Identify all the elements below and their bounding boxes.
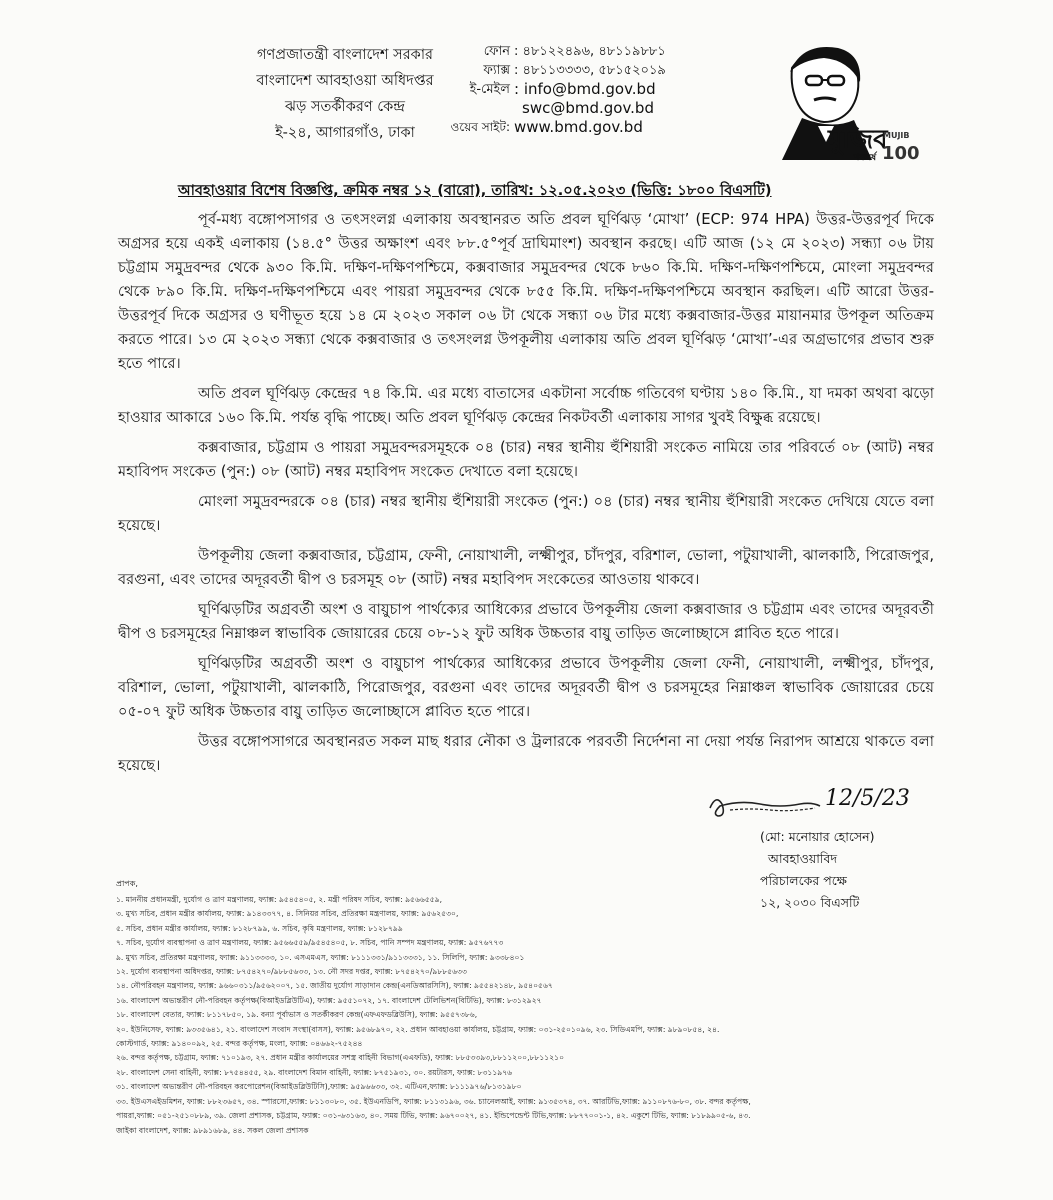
paragraph-5: উপকূলীয় জেলা কক্সবাজার, চট্টগ্রাম, ফেনী, নোয়াখালী, লক্ষ্মীপুর, চাঁদপুর, বরিশাল, ভোলা, পটুয়াখালী, ঝালকাঠি, পিরোজপুর, বরগুনা, এবং তাদের অদূরবর্তী দ্বীপ ও চরসমূহ ০৮ (আট) নম্বর মহাবিপদ সংকেতের আওতায় থাকবে। <box>118 547 934 588</box>
portrait-icon <box>762 38 922 163</box>
bulletin-title: আবহাওয়ার বিশেষ বিজ্ঞপ্তি, ক্রমিক নম্বর ১২ (বারো), তারিখ: ১২.০৫.২০২৩ (ভিত্তি: ১৮০০ বিএসটি) <box>178 183 772 199</box>
distribution-line: ৩১. বাংলাদেশ অভ্যন্তরীণ নৌ-পরিবহন করপোরেশন(বিআইডব্লিউটিসি),ফ্যাক্স: ৯৫৯৬৬৩৩, ৩২. এটিএন,ফ্যাক্স: ৮১১১৯৭৬/৮১৩১৯৮০ <box>116 1082 522 1092</box>
signature-scribble <box>700 786 940 826</box>
website-row <box>422 118 700 137</box>
email-row <box>450 80 700 99</box>
mujib-100-logo <box>762 38 922 163</box>
logo-text-sub: শতবর্ষ <box>854 153 877 163</box>
logo-text-main: মুজিব <box>828 125 888 155</box>
org-line-2: বাংলাদেশ আবহাওয়া অধিদপ্তর <box>256 73 434 89</box>
distribution-line: ১২. দুর্যোগ ব্যবস্থাপনা অধিদপ্তর, ফ্যাক্স: ৮৭৫৪২৭০/৯৮৮৫৬৩৩, ১৩. নৌ সদর দপ্তর, ফ্যাক্স: ৮৭৫৪২৭০/৯৮৮৫৬৩৩ <box>116 967 467 977</box>
org-line-1: গণপ্রজাতন্ত্রী বাংলাদেশ সরকার <box>256 47 433 63</box>
distribution-line: ২৬. বন্দর কর্তৃপক্ষ, চট্টগ্রাম, ফ্যাক্স: ৭১০১৯৩, ২৭. প্রধান মন্ত্রীর কার্যালয়ের সশস্ত্র বাহিনী বিভাগ(এএফডি), ফ্যাক্স: ৮৮৫৩৩৯৩,৮৮১১২০০,৮৮১১২১০ <box>116 1053 565 1063</box>
distribution-line: ১৬. বাংলাদেশ অভ্যন্তরীণ নৌ-পরিবহন কর্তৃপক্ষ(বিআইডব্লিউটিএ), ফ্যাক্স: ৯৫৫১০৭২, ১৭. বাংলাদেশ টেলিভিশন(বিটিভি), ফ্যাক্স: ৮৩১২৯২৭ <box>116 995 542 1005</box>
logo-text-num: 100 <box>882 143 920 163</box>
org-line-4: ই-২৪, আগারগাঁও, ঢাকা <box>275 125 415 141</box>
distribution-line: কোস্টগার্ড, ফ্যাক্স: ৯১৪০০৯২, ২৫. বন্দর কর্তৃপক্ষ, মংলা, ফ্যাক্স: ০৪৬৬২-৭৫২৪৪ <box>116 1039 363 1049</box>
distribution-line: ৫. সচিব, প্রধান মন্ত্রীর কার্যালয়, ফ্যাক্স: ৮১২৮৭৯৯, ৬. সচিব, কৃষি মন্ত্রণালয়, ফ্যাক্স: ৮১২৮৭৯৯ <box>116 923 403 933</box>
distribution-line: ৯. মুখ্য সচিব, প্রতিরক্ষা মন্ত্রণালয়, ফ্যাক্স: ৯১১৩৩৩৩, ১০. এসএমএস, ফ্যাক্স: ৮১১১৩৩১/৯১১৩৩৩১, ১১. সিলিপি, ফ্যাক্স: ৯৩৩৮৪০১ <box>116 952 525 962</box>
paragraph-3: কক্সবাজার, চট্টগ্রাম ও পায়রা সমুদ্রবন্দরসমূহকে ০৪ (চার) নম্বর স্থানীয় হুঁশিয়ারী সংকেত নামিয়ে তার পরিবর্তে ০৮ (আট) নম্বর মহাবিপদ সংকেত (পুন:) ০৮ (আট) নম্বর মহাবিপদ সংকেত দেখাতে বলা হয়েছে। <box>118 439 934 480</box>
signatory-name: (মো: মনোয়ার হোসেন) <box>760 829 875 844</box>
logo-text-en: MUJIB <box>883 131 910 140</box>
distribution-line: ৭. সচিব, দুর্যোগ ব্যবস্থাপনা ও ত্রাণ মন্ত্রণালয়, ফ্যাক্স: ৯৫৬৬৫৫৯/৯৫৪৫৪০৫, ৮. সচিব, পানি সম্পদ মন্ত্রণালয়, ফ্যাক্স: ৯৫৭৬৭৭৩ <box>116 938 504 948</box>
email2-row <box>450 99 700 118</box>
distribution-line: ২৮. বাংলাদেশ সেনা বাহিনী, ফ্যাক্স: ৮৭৫৪৪৫৫, ২৯. বাংলাদেশ বিমান বাহিনী, ফ্যাক্স: ৮৭৫১৯৩১, ৩০. রয়টারস, ফ্যাক্স: ৮৩১১৯৭৬ <box>116 1067 513 1077</box>
signatory-designation: আবহাওয়াবিদ <box>768 851 838 866</box>
org-line-3: ঝড় সতর্কীকরণ কেন্দ্র <box>285 99 405 115</box>
paragraph-1: পূর্ব-মধ্য বঙ্গোপসাগর ও তৎসংলগ্ন এলাকায় অবস্থানরত অতি প্রবল ঘূর্ণিঝড় ‘মোখা’ (ECP: 974 HPA) উত্তর-উত্তরপূর্ব দিকে অগ্রসর হয়ে একই এলাকায় (১৪.৫° উত্তর অক্ষাংশ এবং ৮৮.৫°পূর্ব দ্রাঘিমাংশ) অবস্থান করছে। এটি আজ (১২ মে ২০২৩) সন্ধ্যা ০৬ টায় চট্টগ্রাম সমুদ্রবন্দর থেকে ৯৩০ কি.মি. দক্ষিণ-দক্ষিণপশ্চিমে, কক্সবাজার সমুদ্রবন্দর থেকে ৮৬০ কি.মি. দক্ষিণ-দক্ষিণপশ্চিমে, মোংলা সমুদ্রবন্দর থেকে ৮৯০ কি.মি. দক্ষিণ-দক্ষিণপশ্চিমে এবং পায়রা সমুদ্রবন্দর থেকে ৮৫৫ কি.মি. দক্ষিণ-দক্ষিণপশ্চিমে অবস্থান করছিল। এটি আরো উত্তর-উত্তরপূর্ব দিকে অগ্রসর ও ঘণীভূত হয়ে ১৪ মে ২০২৩ সকাল ০৬ টা থেকে সন্ধ্যা ০৬ টার মধ্যে কক্সবাজার-উত্তর মায়ানমার উপকূল অতিক্রম করতে পারে। ১৩ মে ২০২৩ সন্ধ্যা থেকে কক্সবাজার ও তৎসংলগ্ন উপকূলীয় এলাকায় অতি প্রবল ঘূর্ণিঝড় ‘মোখা’-এর অগ্রভাগের প্রভাব শুরু হতে পারে। <box>118 211 934 372</box>
email-label: ই-মেইল <box>469 82 510 97</box>
distribution-line: ৩. মুখ্য সচিব, প্রধান মন্ত্রীর কার্যালয়, ফ্যাক্স: ৯১৪৩৩৭৭, ৪. সিনিয়র সচিব, প্রতিরক্ষা মন্ত্রণালয়, ফ্যাক্স: ৯৫৬২৫৩০, <box>116 909 459 919</box>
phone-value: : ৪৮১২২৪৯৬, ৪৮১১৯৮৮১ <box>514 44 666 59</box>
issue-time: ১২, ২০৩০ বিএসটি <box>760 895 860 910</box>
distribution-line: জাইকা বাংলাদেশ, ফ্যাক্স: ৯৮৯১৬৮৯, ৪৪. সকল জেলা প্রশাসক <box>116 1125 309 1135</box>
signatory-on-behalf: পরিচালকের পক্ষে <box>760 873 847 888</box>
website-value[interactable]: www.bmd.gov.bd <box>514 118 643 136</box>
fax-value: : ৪৮১১৩৩৩৩, ৫৮১৫২০১৯ <box>514 63 666 78</box>
fax-label: ফ্যাক্স <box>483 63 510 78</box>
website-label: ওয়েব সাইট: <box>450 120 510 134</box>
handwritten-signature-icon <box>700 786 830 826</box>
distribution-line: পায়রা,ফ্যাক্স: ০৫১-২৫১০৮৮৯, ৩৯. জেলা প্রশাসক, চট্টগ্রাম, ফ্যাক্স: ০৩১-৬৩১৬৩, ৪০. সময় টিভি, ফ্যাক্স: ৯৬৭০০২৭, ৪১. ইন্ডিপেন্ডেন্ট টিভি,ফ্যাক্স: ৮৮৭৭০০১-১, ৪২. একুশে টিভি, ফ্যাক্স: ৮১৮৯৯০৫-৬, ৪৩. <box>116 1111 751 1121</box>
distribution-heading: প্রাপক, <box>116 879 138 888</box>
bulletin-body <box>118 208 934 782</box>
fax-row <box>450 61 700 80</box>
paragraph-7: ঘূর্ণিঝড়টির অগ্রবর্তী অংশ ও বায়ুচাপ পার্থক্যের আধিক্যের প্রভাবে উপকূলীয় জেলা ফেনী, নোয়াখালী, লক্ষ্মীপুর, চাঁদপুর, বরিশাল, ভোলা, পটুয়াখালী, ঝালকাঠি, পিরোজপুর, বরগুনা এবং তাদের অদূরবর্তী দ্বীপ ও চরসমূহের নিম্নাঞ্চল স্বাভাবিক জোয়ারের চেয়ে ০৫-০৭ ফুট অধিক উচ্চতার বায়ু তাড়িত জলোচ্ছাসে প্লাবিত হতে পারে। <box>118 655 934 720</box>
distribution-line: ৩৩. ইউএসএইডমিশন, ফ্যাক্স: ৮৮২৩৬৫৭, ৩৪. স্পারসো,ফ্যাক্স: ৮১১৩০৮০, ৩৫. ইউএনডিপি, ফ্যাক্স: ৮১১৩১৯৬, ৩৬. চ্যানেলআই, ফ্যাক্স: ৯১৩৫৩৭৪, ৩৭. আরটিভি,ফ্যাক্স: ৯১১০৮৭৬-৮০, ৩৮. বন্দর কর্তৃপক্ষ, <box>116 1096 751 1106</box>
contact-block <box>450 42 700 137</box>
paragraph-4: মোংলা সমুদ্রবন্দরকে ০৪ (চার) নম্বর স্থানীয় হুঁশিয়ারী সংকেত (পুন:) ০৪ (চার) নম্বর স্থানীয় হুঁশিয়ারী সংকেত দেখিয়ে যেতে বলা হয়েছে। <box>118 493 934 534</box>
paragraph-8: উত্তর বঙ্গোপসাগরে অবস্থানরত সকল মাছ ধরার নৌকা ও ট্রলারকে পরবর্তী নির্দেশনা না দেয়া পর্যন্ত নিরাপদ আশ্রয়ে থাকতে বলা হয়েছে। <box>118 733 934 774</box>
handwritten-date: 12/5/23 <box>825 786 910 811</box>
distribution-line: ২০. ইউনিসেফ, ফ্যাক্স: ৯৩৩৫৬৪১, ২১. বাংলাদেশ সংবাদ সংস্থা(বাসস), ফ্যাক্স: ৯৫৬৮৯৭০, ২২. প্রধান আবহাওয়া কার্যালয়, চট্টগ্রাম, ফ্যাক্স: ০৩১-২৫০১০৯৬, ২৩. সিডিএমপি, ফ্যাক্স: ৯৮৯০৮৫৪, ২৪. <box>116 1024 720 1034</box>
email2-value[interactable]: swc@bmd.gov.bd <box>522 99 654 117</box>
distribution-line: ১৮. বাংলাদেশ বেতার, ফ্যাক্স: ৮১১৭৮৫০, ১৯. বন্যা পূর্বাভাস ও সতর্কীকরণ কেন্দ্র(এফএফডব্লিউসি), ফ্যাক্স: ৯৫৫৭৩৮৬, <box>116 1010 478 1020</box>
phone-label: ফোন <box>483 44 510 59</box>
paragraph-6: ঘূর্ণিঝড়টির অগ্রবর্তী অংশ ও বায়ুচাপ পার্থক্যের আধিক্যের প্রভাবে উপকূলীয় জেলা কক্সবাজার ও চট্টগ্রাম এবং তাদের অদূরবর্তী দ্বীপ ও চরসমূহের নিম্নাঞ্চল স্বাভাবিক জোয়ারের চেয়ে ০৮-১২ ফুট অধিক উচ্চতার বায়ু তাড়িত জলোচ্ছাসে প্লাবিত হতে পারে। <box>118 601 934 642</box>
distribution-line: ১. মাননীয় প্রধানমন্ত্রী, দুর্যোগ ও ত্রাণ মন্ত্রণালয়, ফ্যাক্স: ৯৫৪৫৪০৫, ২. মন্ত্রী পরিষদ সচিব, ফ্যাক্স: ৯৫৬৬৫৫৯, <box>116 895 443 904</box>
phone-row <box>450 42 700 61</box>
paragraph-2: অতি প্রবল ঘূর্ণিঝড় কেন্দ্রের ৭৪ কি.মি. এর মধ্যে বাতাসের একটানা সর্বোচ্চ গতিবেগ ঘণ্টায় ১৪০ কি.মি., যা দমকা অথবা ঝড়ো হাওয়ার আকারে ১৬০ কি.মি. পর্যন্ত বৃদ্ধি পাচ্ছে। অতি প্রবল ঘূর্ণিঝড় কেন্দ্রের নিকটবর্তী এলাকায় সাগর খুবই বিক্ষুব্ধ রয়েছে। <box>118 385 934 426</box>
distribution-list <box>116 893 946 1138</box>
distribution-line: ১৪. নৌপরিবহন মন্ত্রণালয়, ফ্যাক্স: ৯৬৬০৩১১/৯৫৬২০০৭, ১৫. জাতীয় দুর্যোগ সাড়াদান কেন্দ্র(এনডিআরসিসি), ফ্যাক্স: ৯৫৫৪২১৪৮, ৯৫৪০৫৬৭ <box>116 981 553 991</box>
email-value[interactable]: : info@bmd.gov.bd <box>514 80 656 98</box>
